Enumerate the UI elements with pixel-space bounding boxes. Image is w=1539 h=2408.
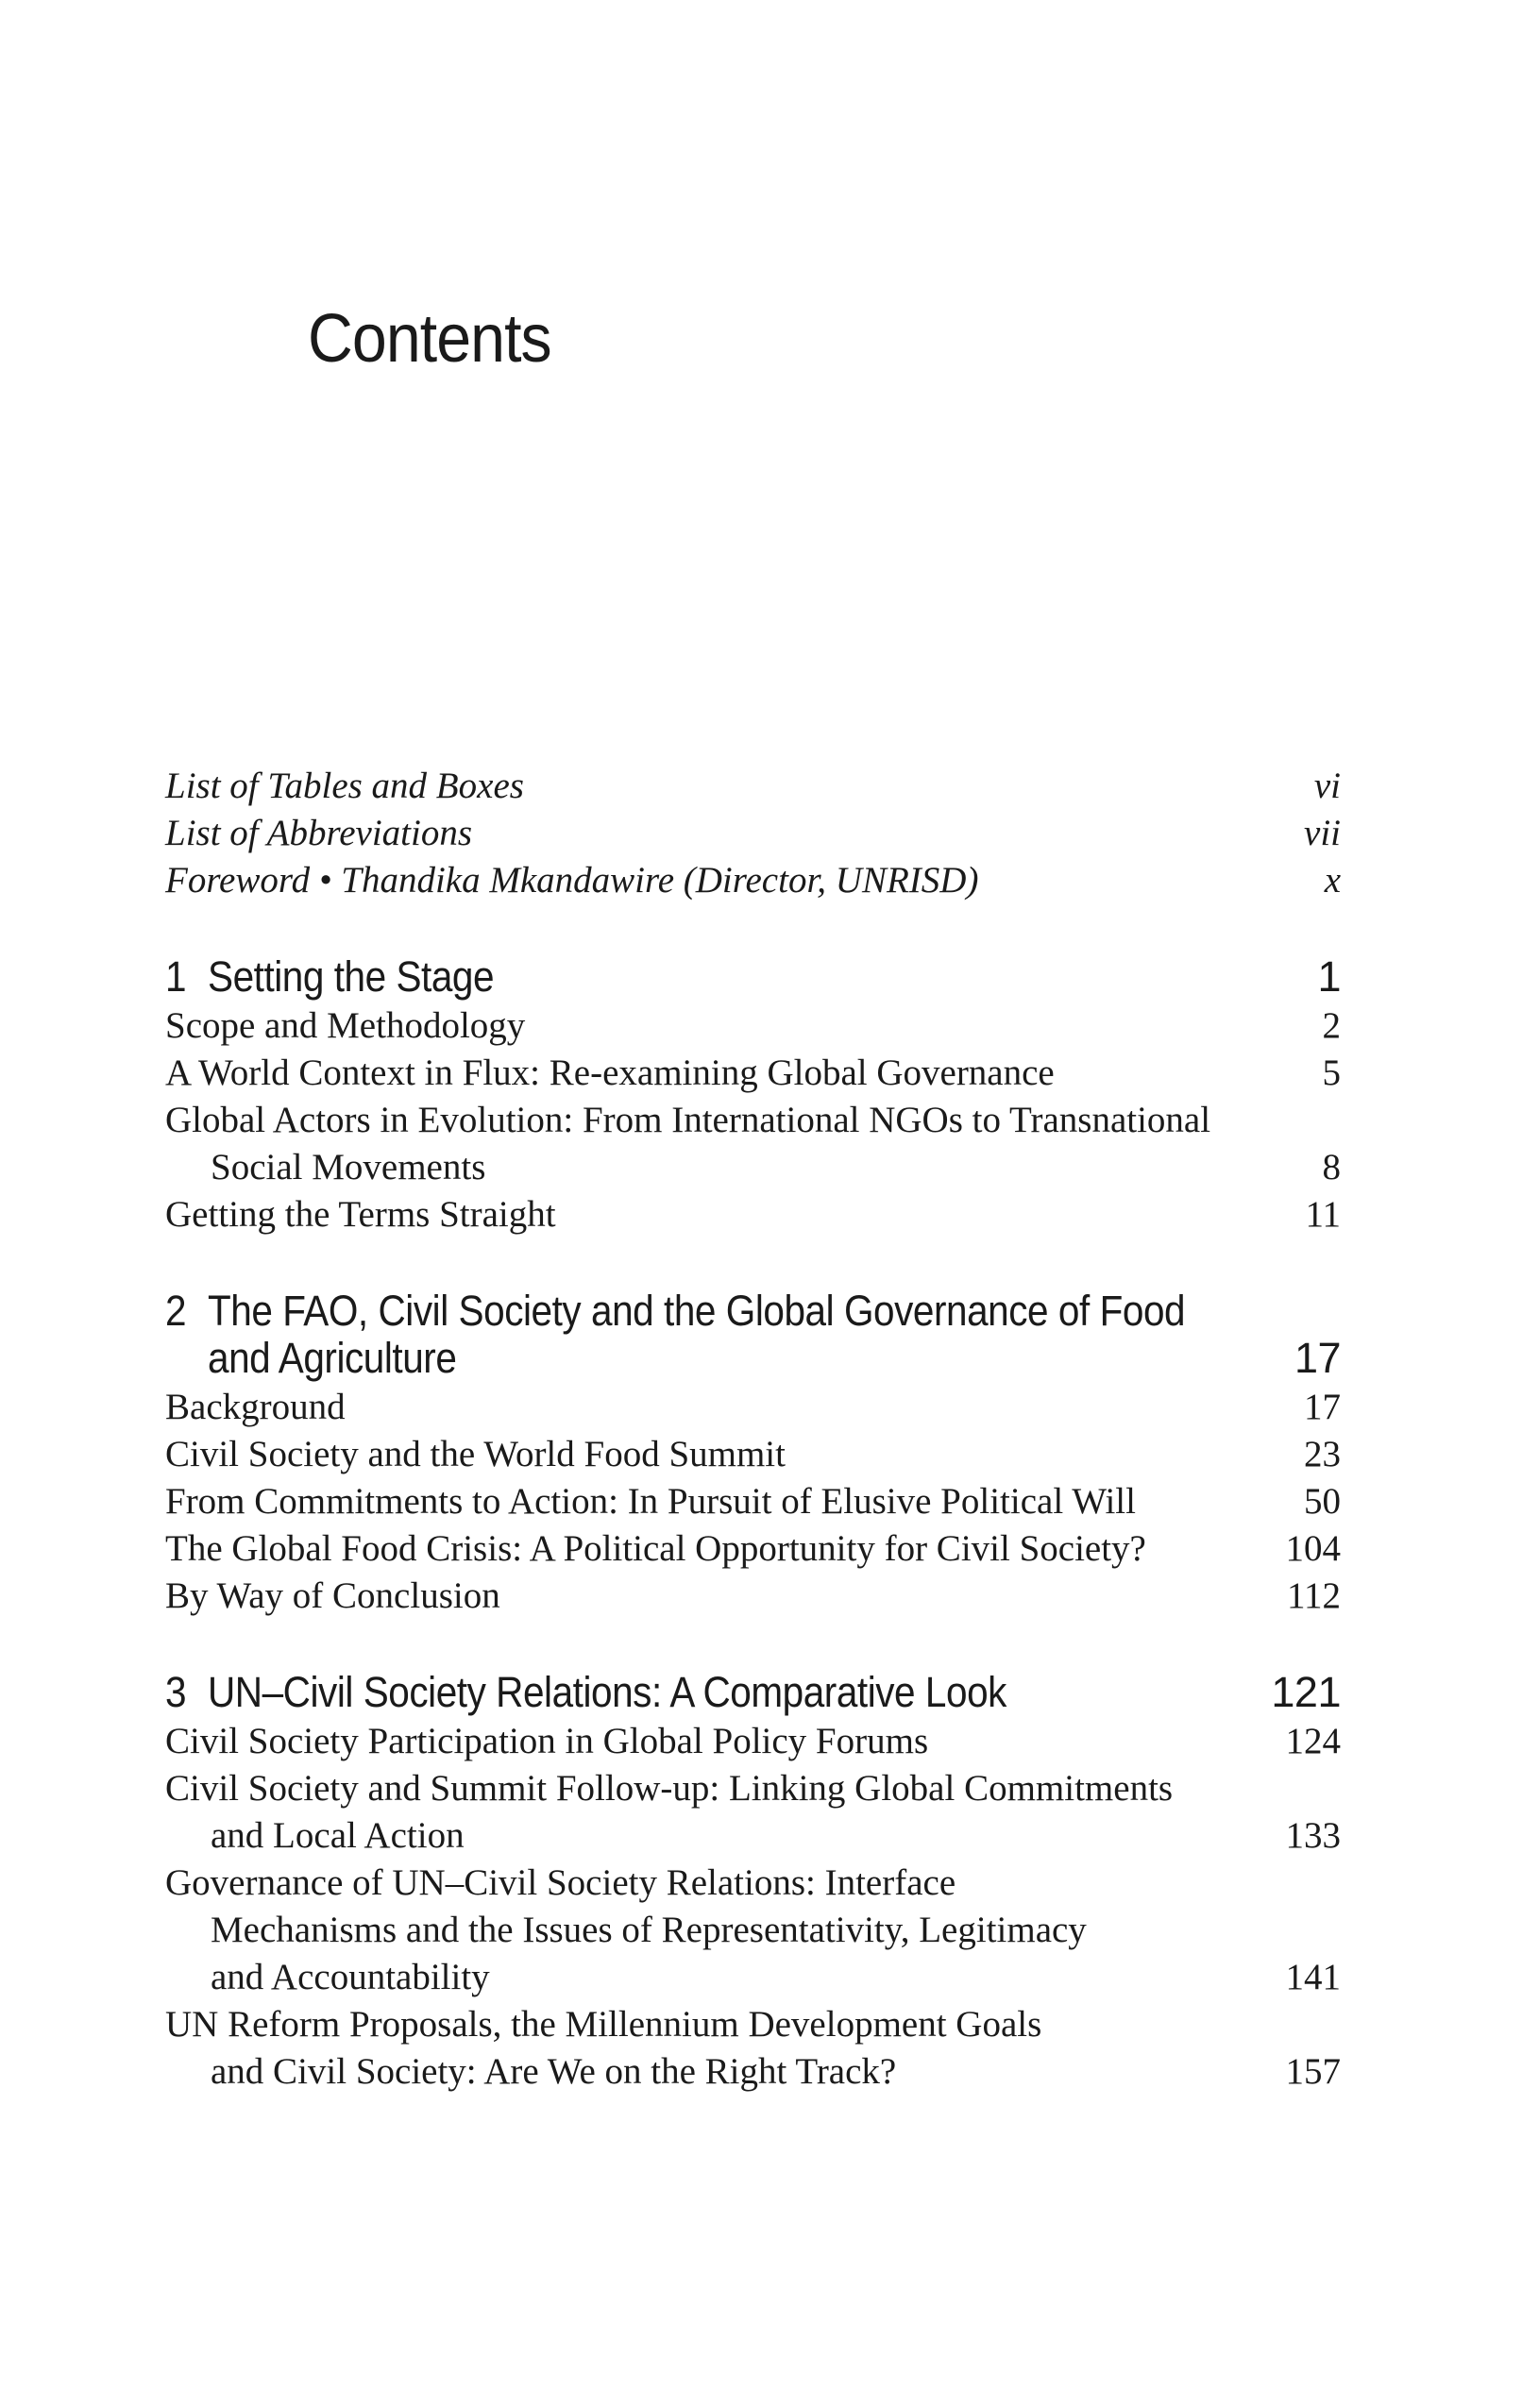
toc-entry-text: Mechanisms and the Issues of Representativity, Legitimacy (211, 1910, 1087, 1950)
toc-page-number: 124 (1285, 1721, 1341, 1761)
chapter-page-number: 121 (1271, 1668, 1341, 1716)
toc-page-number: 157 (1285, 2051, 1341, 2092)
toc-entry-continuation[interactable] (165, 1954, 1341, 2001)
chapter-title: UN–Civil Society Relations: A Comparative Look (208, 1668, 1006, 1716)
toc-page-number: 133 (1285, 1815, 1341, 1856)
toc-entry-tables-boxes[interactable] (165, 763, 1341, 810)
toc-entry[interactable] (165, 2001, 1341, 2048)
toc-entry-text: and Local Action (211, 1815, 465, 1856)
toc-entry-text: and Accountability (211, 1957, 490, 1997)
chapter-title-continuation: and Agriculture (208, 1334, 457, 1382)
toc-entry-text: Civil Society and the World Food Summit (165, 1434, 786, 1474)
toc-page-number: 2 (1322, 1005, 1341, 1046)
toc-page-number: 8 (1322, 1147, 1341, 1187)
toc-page-number: 112 (1286, 1575, 1341, 1616)
toc-entry[interactable] (165, 1384, 1341, 1431)
page-title: Contents (308, 301, 551, 377)
toc-entry-text: and Civil Society: Are We on the Right Track? (211, 2051, 897, 2092)
toc-entry[interactable] (165, 1525, 1341, 1573)
toc-entry-text: From Commitments to Action: In Pursuit of Elusive Political Will (165, 1481, 1136, 1522)
toc-entry-abbreviations[interactable] (165, 810, 1341, 857)
toc-page-number: 141 (1285, 1957, 1341, 1997)
table-of-contents (165, 763, 1341, 2096)
toc-entry[interactable] (165, 1478, 1341, 1525)
toc-entry[interactable] (165, 1002, 1341, 1050)
toc-entry-continuation[interactable] (165, 1812, 1341, 1860)
toc-entry[interactable] (165, 1431, 1341, 1478)
chapter-number: 3 (165, 1668, 187, 1716)
toc-entry-continuation[interactable] (165, 2048, 1341, 2096)
toc-entry-continuation[interactable] (165, 1144, 1341, 1191)
toc-page-number: 5 (1322, 1052, 1341, 1093)
toc-entry-text: Scope and Methodology (165, 1005, 526, 1046)
toc-entry-text: UN Reform Proposals, the Millennium Development Goals (165, 2004, 1042, 2045)
toc-entry-text: By Way of Conclusion (165, 1575, 500, 1616)
toc-entry-text: List of Abbreviations (165, 813, 473, 853)
chapter-title: The FAO, Civil Society and the Global Governance of Food (208, 1287, 1186, 1335)
toc-page-number: vi (1313, 766, 1341, 806)
chapter-title: Setting the Stage (208, 952, 495, 1001)
toc-entry-text: Getting the Terms Straight (165, 1194, 556, 1235)
toc-entry[interactable] (165, 1573, 1341, 1620)
toc-entry[interactable] (165, 1765, 1341, 1812)
toc-page-number: vii (1304, 813, 1341, 853)
toc-entry-text: Civil Society and Summit Follow-up: Linking Global Commitments (165, 1768, 1174, 1809)
toc-page-number: 23 (1304, 1434, 1341, 1474)
toc-page-number: 11 (1305, 1194, 1341, 1235)
toc-entry-text: List of Tables and Boxes (165, 766, 524, 806)
chapter-heading[interactable] (165, 1669, 1341, 1716)
chapter-page-number: 17 (1294, 1334, 1341, 1382)
toc-entry[interactable] (165, 1050, 1341, 1097)
toc-entry-text: Background (165, 1387, 346, 1427)
toc-entry-text: A World Context in Flux: Re-examining Global Governance (165, 1052, 1055, 1093)
chapter-1-section (165, 953, 1341, 1238)
front-matter (165, 763, 1341, 904)
toc-entry-continuation[interactable] (165, 1907, 1341, 1954)
toc-entry[interactable] (165, 1860, 1341, 1907)
chapter-2-section (165, 1288, 1341, 1620)
chapter-number: 1 (165, 952, 187, 1001)
chapter-number: 2 (165, 1287, 187, 1335)
toc-entry-text: Global Actors in Evolution: From International NGOs to Transnational (165, 1100, 1211, 1140)
chapter-page-number: 1 (1317, 952, 1341, 1001)
toc-entry-foreword[interactable] (165, 857, 1341, 904)
toc-entry-text: The Global Food Crisis: A Political Opportunity for Civil Society? (165, 1528, 1146, 1569)
chapter-heading[interactable] (165, 953, 1341, 1001)
toc-entry-text: Civil Society Participation in Global Policy Forums (165, 1721, 929, 1761)
toc-entry[interactable] (165, 1097, 1341, 1144)
toc-entry[interactable] (165, 1718, 1341, 1765)
toc-page-number: x (1324, 860, 1341, 901)
toc-page-number: 50 (1304, 1481, 1341, 1522)
chapter-3-section (165, 1669, 1341, 2096)
toc-entry-text: Social Movements (211, 1147, 486, 1187)
toc-page-number: 17 (1304, 1387, 1341, 1427)
toc-entry[interactable] (165, 1191, 1341, 1238)
chapter-heading[interactable] (165, 1288, 1341, 1382)
toc-entry-text: Governance of UN–Civil Society Relations: Interface (165, 1862, 956, 1903)
toc-entry-text: Foreword • Thandika Mkandawire (Director, UNRISD) (165, 860, 979, 901)
toc-page-number: 104 (1285, 1528, 1341, 1569)
